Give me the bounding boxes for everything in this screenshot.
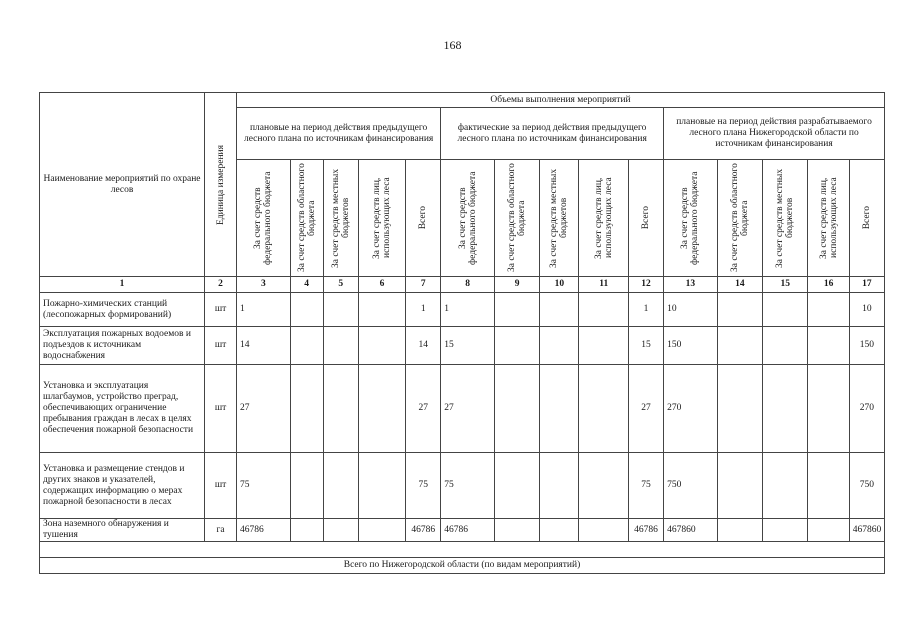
row-value [808, 327, 849, 365]
row-value [290, 293, 323, 327]
column-number-7: 7 [406, 277, 441, 293]
header-volumes: Объемы выполнения мероприятий [237, 93, 885, 108]
header-group-actual-prev: фактические за период действия предыдущего лесного плана по источникам финансирования [441, 108, 664, 160]
column-number-15: 15 [763, 277, 808, 293]
row-value: 14 [237, 327, 291, 365]
column-number-10: 10 [540, 277, 579, 293]
row-value [579, 365, 629, 453]
row-value [290, 519, 323, 542]
row-value [323, 293, 358, 327]
header-subcol-6: За счет средств лиц, использующих леса [358, 160, 405, 277]
row-unit: шт [205, 365, 237, 453]
column-number-14: 14 [717, 277, 762, 293]
row-value: 150 [664, 327, 718, 365]
row-value [358, 293, 405, 327]
header-group-planned-new: плановые на период действия разрабатываемого лесного плана Нижегородской области по источникам финансирования [664, 108, 885, 160]
row-value [540, 519, 579, 542]
header-subcol-3: За счет средств федерального бюджета [237, 160, 291, 277]
row-value: 75 [441, 453, 495, 519]
column-number-16: 16 [808, 277, 849, 293]
row-unit: шт [205, 327, 237, 365]
row-value [579, 519, 629, 542]
row-value [494, 293, 539, 327]
column-number-11: 11 [579, 277, 629, 293]
row-value: 15 [629, 327, 664, 365]
table-row [40, 293, 885, 327]
row-value [808, 453, 849, 519]
row-value: 1 [406, 293, 441, 327]
row-value: 27 [406, 365, 441, 453]
row-name: Установка и размещение стендов и других знаков и указателей, содержащих информацию о мерах пожарной безопасности в лесах [40, 453, 205, 519]
column-number-2: 2 [205, 277, 237, 293]
row-value [290, 453, 323, 519]
row-value: 1 [441, 293, 495, 327]
header-subcol-16: За счет средств лиц, использующих леса [808, 160, 849, 277]
page-number: 168 [443, 38, 462, 52]
row-value [763, 453, 808, 519]
row-value: 27 [629, 365, 664, 453]
row-name: Эксплуатация пожарных водоемов и подъездов к источникам водоснабжения [40, 327, 205, 365]
header-subcol-12: Всего [629, 160, 664, 277]
row-value [808, 519, 849, 542]
row-value [763, 365, 808, 453]
row-value: 15 [441, 327, 495, 365]
row-value: 270 [664, 365, 718, 453]
row-value: 46786 [406, 519, 441, 542]
row-value [323, 327, 358, 365]
row-value: 270 [849, 365, 884, 453]
row-value: 27 [441, 365, 495, 453]
row-value [540, 453, 579, 519]
header-subcol-10: За счет средств местных бюджетов [540, 160, 579, 277]
header-subcol-5: За счет средств местных бюджетов [323, 160, 358, 277]
row-value [358, 519, 405, 542]
row-unit: га [205, 519, 237, 542]
header-subcol-17: Всего [849, 160, 884, 277]
header-group-planned-prev: плановые на период действия предыдущего лесного плана по источникам финансирования [237, 108, 441, 160]
row-value [717, 293, 762, 327]
row-value [540, 327, 579, 365]
row-value [579, 453, 629, 519]
row-value [808, 293, 849, 327]
header-name-col: Наименование мероприятий по охране лесов [40, 93, 205, 277]
column-number-8: 8 [441, 277, 495, 293]
row-unit: шт [205, 293, 237, 327]
header-subcol-9: За счет средств областного бюджета [494, 160, 539, 277]
row-value: 10 [664, 293, 718, 327]
row-value: 14 [406, 327, 441, 365]
row-value: 467860 [664, 519, 718, 542]
blank-row [40, 542, 885, 558]
header-subcol-14: За счет средств областного бюджета [717, 160, 762, 277]
row-unit: шт [205, 453, 237, 519]
row-value: 75 [629, 453, 664, 519]
row-value [494, 327, 539, 365]
header-unit-col: Единица измерения [205, 93, 237, 277]
blank-cell [40, 542, 885, 558]
row-value [717, 519, 762, 542]
row-value [763, 293, 808, 327]
row-value: 1 [237, 293, 291, 327]
row-value: 75 [406, 453, 441, 519]
row-value [763, 327, 808, 365]
row-value [290, 365, 323, 453]
row-value: 750 [849, 453, 884, 519]
table-row [40, 365, 885, 453]
column-number-13: 13 [664, 277, 718, 293]
header-subcol-8: За счет средств федерального бюджета [441, 160, 495, 277]
row-value [579, 327, 629, 365]
row-value [717, 365, 762, 453]
row-value [494, 365, 539, 453]
column-number-5: 5 [323, 277, 358, 293]
row-value [717, 453, 762, 519]
row-value: 27 [237, 365, 291, 453]
total-row [40, 558, 885, 574]
total-label: Всего по Нижегородской области (по видам мероприятий) [40, 558, 885, 574]
row-value [540, 293, 579, 327]
row-value [717, 327, 762, 365]
row-value: 46786 [237, 519, 291, 542]
row-value [540, 365, 579, 453]
row-value [323, 453, 358, 519]
row-value [358, 365, 405, 453]
row-value: 10 [849, 293, 884, 327]
row-value: 750 [664, 453, 718, 519]
row-value [290, 327, 323, 365]
table-row [40, 519, 885, 542]
header-subcol-13: За счет средств федерального бюджета [664, 160, 718, 277]
table-row [40, 453, 885, 519]
row-name: Зона наземного обнаружения и тушения [40, 519, 205, 542]
row-value [358, 327, 405, 365]
row-value: 150 [849, 327, 884, 365]
column-number-1: 1 [40, 277, 205, 293]
column-number-3: 3 [237, 277, 291, 293]
row-value: 46786 [629, 519, 664, 542]
row-value [494, 453, 539, 519]
column-number-17: 17 [849, 277, 884, 293]
row-name: Пожарно-химических станций (лесопожарных формирований) [40, 293, 205, 327]
row-value [358, 453, 405, 519]
row-value: 467860 [849, 519, 884, 542]
column-number-9: 9 [494, 277, 539, 293]
row-value [323, 519, 358, 542]
forest-protection-table [39, 92, 885, 574]
row-value: 46786 [441, 519, 495, 542]
column-number-6: 6 [358, 277, 405, 293]
row-value [808, 365, 849, 453]
row-value [579, 293, 629, 327]
column-number-4: 4 [290, 277, 323, 293]
row-value [494, 519, 539, 542]
header-subcol-11: За счет средств лиц, использующих леса [579, 160, 629, 277]
table-row [40, 327, 885, 365]
row-value: 1 [629, 293, 664, 327]
row-value [323, 365, 358, 453]
row-value [763, 519, 808, 542]
header-subcol-4: За счет средств областного бюджета [290, 160, 323, 277]
header-subcol-15: За счет средств местных бюджетов [763, 160, 808, 277]
row-value: 75 [237, 453, 291, 519]
column-number-12: 12 [629, 277, 664, 293]
header-subcol-7: Всего [406, 160, 441, 277]
row-name: Установка и эксплуатация шлагбаумов, устройство преград, обеспечивающих ограничение пребывания граждан в лесах в целях обеспечения пожарной безопасности [40, 365, 205, 453]
